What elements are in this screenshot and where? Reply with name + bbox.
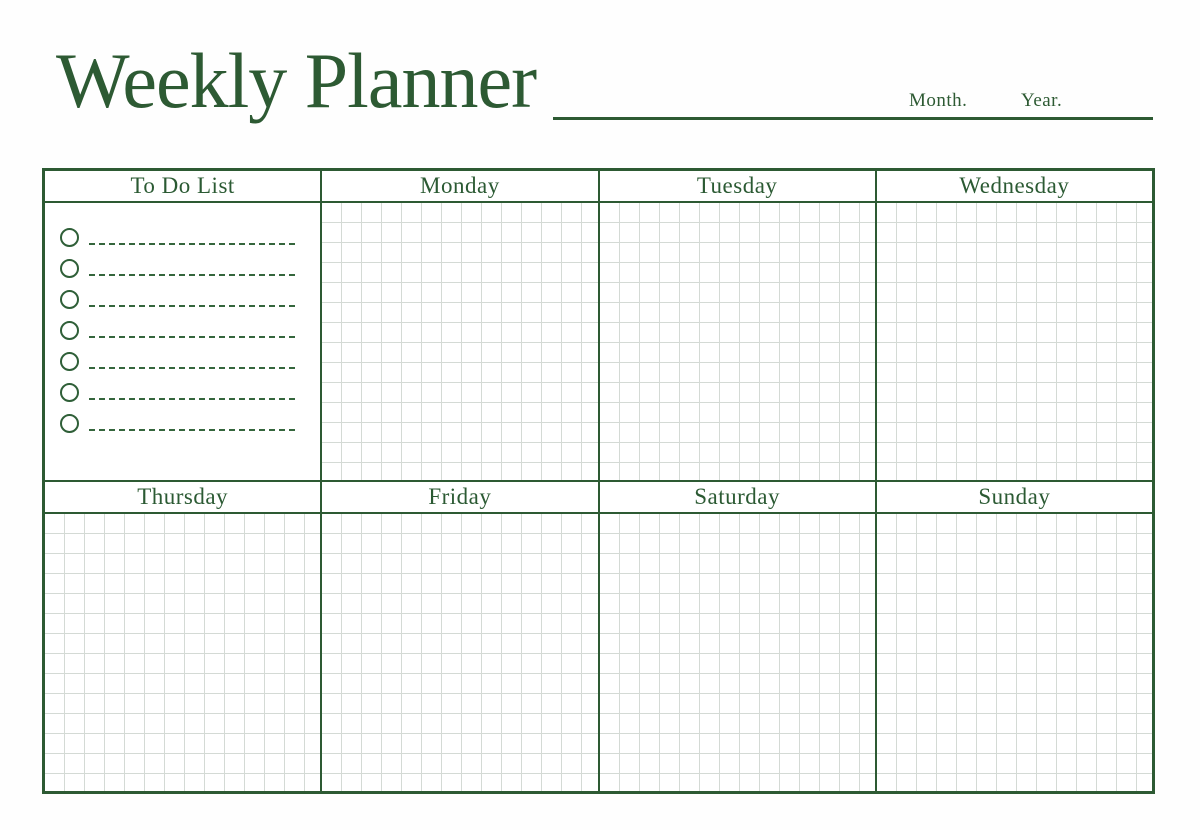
year-field-label: Year. [1021,90,1063,111]
wednesday-notes-cell [877,203,1152,480]
header-cell-monday: Monday [322,171,597,201]
saturday-notes-cell [600,514,875,791]
todo-checkbox-circle [60,414,79,433]
page-title: Weekly Planner [56,37,537,124]
todo-write-line [89,274,298,276]
header-cell-thursday: Thursday [45,482,320,512]
sunday-notes-cell [877,514,1152,791]
month-field-label: Month. [909,90,968,111]
todo-checkbox-circle [60,383,79,402]
todo-write-line [89,305,298,307]
header-cell-todo-list: To Do List [45,171,320,201]
todo-write-line [89,336,298,338]
todo-write-line [89,398,298,400]
todo-checkbox-circle [60,228,79,247]
todo-item-row [45,222,320,253]
todo-checkbox-circle [60,352,79,371]
header-cell-sunday: Sunday [877,482,1152,512]
todo-item-row [45,315,320,346]
todo-list-cell [45,203,320,480]
todo-item-row [45,253,320,284]
planner-table [42,168,1155,794]
todo-write-line [89,367,298,369]
todo-write-line [89,429,298,431]
header-cell-friday: Friday [322,482,597,512]
todo-item-row [45,408,320,439]
todo-checkbox-circle [60,321,79,340]
thursday-notes-cell [45,514,320,791]
header-cell-tuesday: Tuesday [600,171,875,201]
header-cell-wednesday: Wednesday [877,171,1152,201]
monday-notes-cell [322,203,597,480]
todo-checkbox-circle [60,290,79,309]
friday-notes-cell [322,514,597,791]
todo-write-line [89,243,298,245]
todo-item-row [45,377,320,408]
title-underline [553,117,1153,120]
todo-checkbox-circle [60,259,79,278]
todo-item-row [45,284,320,315]
header-cell-saturday: Saturday [600,482,875,512]
tuesday-notes-cell [600,203,875,480]
todo-item-row [45,346,320,377]
